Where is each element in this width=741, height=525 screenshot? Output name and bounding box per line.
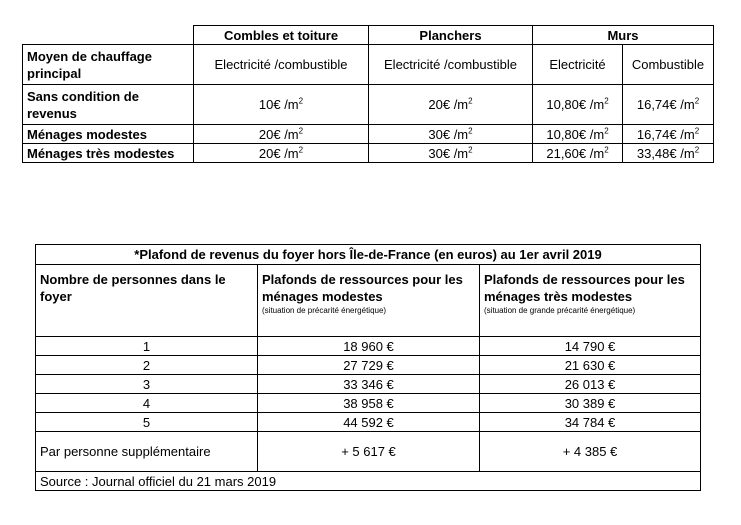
cell-tres-modestes-planchers: 30€ $/m^2$ [369,144,533,163]
cell-tres-modestes-murs-comb: 33,48€ $/m^2$ [623,144,714,163]
cell-tres-modestes-combles: 20€ $/m^2$ [194,144,369,163]
cell-modestes-planchers: 30€ $/m^2$ [369,125,533,144]
income-ceiling-table [35,244,701,491]
header-modestes: Plafonds de ressources pour les ménages modestes (situation de précarité énergétique) [258,265,480,337]
table-row [36,356,701,375]
cell-modestes: 27 729 € [258,356,480,375]
cell-tres-modestes: 34 784 € [480,413,701,432]
cell-extra-modestes: + 5 617 € [258,432,480,472]
cell-modestes: 18 960 € [258,337,480,356]
cell-tres-modestes-murs-elec: 21,60€ $/m^2$ [533,144,623,163]
header-planchers: Planchers [369,26,533,45]
cell-persons: 5 [36,413,258,432]
row-label-sans-condition: Sans condition de revenus [23,85,194,125]
cell-modestes-murs-comb: 16,74€ $/m^2$ [623,125,714,144]
header-tres-modestes-sub: (situation de grande précarité énergétique) [484,306,636,315]
income-table-title: *Plafond de revenus du foyer hors Île-de-France (en euros) au 1er avril 2019 [36,245,701,265]
cell-persons: 3 [36,375,258,394]
aid-amounts-table [22,25,714,163]
cell-persons: 4 [36,394,258,413]
cell-persons: 1 [36,337,258,356]
cell-modestes: 44 592 € [258,413,480,432]
header-murs: Murs [533,26,714,45]
cell-tres-modestes: 26 013 € [480,375,701,394]
row-label-tres-modestes: Ménages très modestes [23,144,194,163]
cell-modestes: 38 958 € [258,394,480,413]
header-tres-modestes: Plafonds de ressources pour les ménages très modestes (situation de grande précarité énergétique) [480,265,701,337]
cell-tres-modestes: 14 790 € [480,337,701,356]
cell-modestes: 33 346 € [258,375,480,394]
table-row [36,413,701,432]
cell-extra-label: Par personne supplémentaire [36,432,258,472]
row-label-modestes: Ménages modestes [23,125,194,144]
cell-sans-condition-murs-elec: 10,80€ $/m^2$ [533,85,623,125]
corner-cell [23,26,194,45]
header-persons: Nombre de personnes dans le foyer [36,265,258,337]
cell-tres-modestes: 21 630 € [480,356,701,375]
table-row-extra [36,432,701,472]
source-note: Source : Journal officiel du 21 mars 2019 [36,472,701,491]
cell-extra-tres-modestes: + 4 385 € [480,432,701,472]
cell-sans-condition-planchers: 20€ $/m^2$ [369,85,533,125]
cell-chauffage-murs-comb: Combustible [623,45,714,85]
table-row [36,394,701,413]
cell-chauffage-planchers: Electricité /combustible [369,45,533,85]
cell-sans-condition-murs-comb: 16,74€ $/m^2$ [623,85,714,125]
table-row [36,337,701,356]
cell-persons: 2 [36,356,258,375]
cell-sans-condition-combles: 10€ $/m^2$ [194,85,369,125]
header-modestes-sub: (situation de précarité énergétique) [262,306,387,315]
header-combles: Combles et toiture [194,26,369,45]
cell-chauffage-combles: Electricité /combustible [194,45,369,85]
row-label-chauffage: Moyen de chauffage principal [23,45,194,85]
cell-tres-modestes: 30 389 € [480,394,701,413]
cell-modestes-combles: 20€ $/m^2$ [194,125,369,144]
table-row [36,375,701,394]
cell-modestes-murs-elec: 10,80€ $/m^2$ [533,125,623,144]
cell-chauffage-murs-elec: Electricité [533,45,623,85]
